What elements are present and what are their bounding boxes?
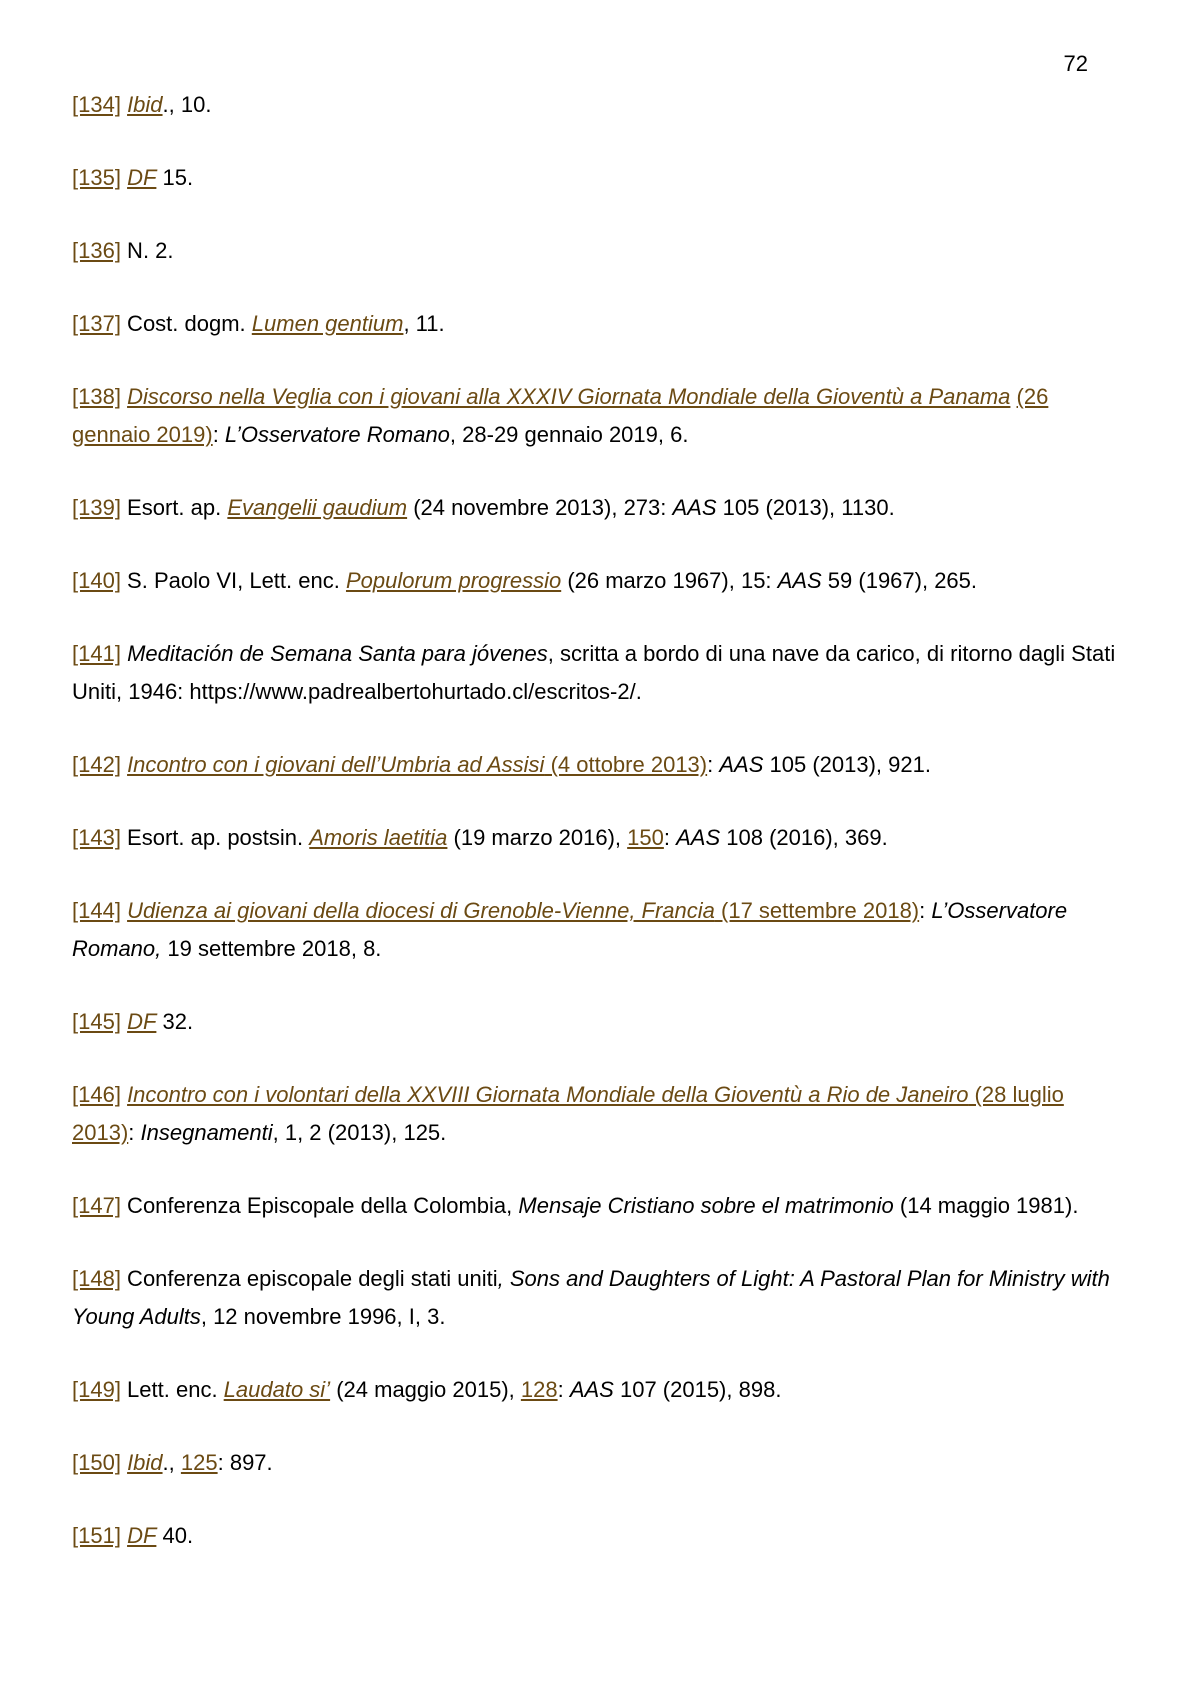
footnote [72, 562, 1117, 600]
footnote-text: Mensaje Cristiano sobre el matrimonio [518, 1193, 894, 1218]
footnote-text: 107 (2015), 898. [613, 1377, 782, 1402]
footnote [72, 1187, 1117, 1225]
footnote [72, 86, 1117, 124]
footnote-link[interactable]: Lumen gentium [251, 311, 404, 336]
footnote [72, 378, 1117, 454]
footnote-text: (24 novembre 2013), 273: [407, 495, 673, 520]
footnote-text: , 1, 2 (2013), 125. [272, 1120, 447, 1145]
footnote-text: ., 10. [162, 92, 212, 117]
footnote-text: (19 marzo 2016), [447, 825, 628, 850]
footnote-ref-link[interactable]: [135] [72, 165, 121, 190]
footnote [72, 635, 1117, 711]
footnote-text: 15. [156, 165, 194, 190]
footnote-text: 59 (1967), 265. [821, 568, 978, 593]
footnote-link[interactable]: Populorum progressio [345, 568, 562, 593]
footnote-text: : [919, 898, 932, 923]
footnote-ref-link[interactable]: [137] [72, 311, 121, 336]
footnote-link[interactable]: Incontro con i giovani dell’Umbria ad Assisi [127, 752, 545, 777]
footnote-text: Conferenza Episcopale della Colombia, [120, 1193, 519, 1218]
footnote-link[interactable]: (4 ottobre 2013) [544, 752, 708, 777]
footnote-text: : [707, 752, 720, 777]
footnote-link[interactable]: 150 [627, 825, 664, 850]
footnote-text: 108 (2016), 369. [720, 825, 888, 850]
footnote-text: : [557, 1377, 570, 1402]
footnote-text: AAS [672, 495, 717, 520]
footnote-text: Meditación de Semana Santa para jóvenes [127, 641, 548, 666]
footnote-ref-link[interactable]: [140] [72, 568, 121, 593]
footnote-text: L’Osservatore Romano [224, 422, 450, 447]
footnote-text: 40. [156, 1523, 194, 1548]
footnote [72, 232, 1117, 270]
footnote [72, 746, 1117, 784]
footnote-text: Cost. dogm. [120, 311, 252, 336]
footnote-text: 32. [156, 1009, 194, 1034]
footnote-ref-link[interactable]: [143] [72, 825, 121, 850]
footnote-text: , scritta a bordo di una nave da carico, di ritorno dagli Stati Uniti, 1946: https://www.padrealbertohurtado.cl/escritos-2/. [72, 641, 1116, 704]
footnote-ref-link[interactable]: [149] [72, 1377, 121, 1402]
footnote-ref-link[interactable]: [150] [72, 1450, 121, 1475]
footnote-ref-link[interactable]: [148] [72, 1266, 121, 1291]
footnote-link[interactable]: (17 settembre 2018) [714, 898, 920, 923]
footnote-text: Lett. enc. [120, 1377, 224, 1402]
footnote-link[interactable]: (28 luglio 2013) [72, 1082, 1064, 1145]
footnote-text: (14 maggio 1981). [893, 1193, 1079, 1218]
footnote-link[interactable]: Ibid [127, 1450, 163, 1475]
footnote-link[interactable]: Ibid [127, 92, 163, 117]
footnote [72, 305, 1117, 343]
footnote-text: 19 settembre 2018, 8. [161, 936, 382, 961]
footnote-ref-link[interactable]: [151] [72, 1523, 121, 1548]
footnote-link[interactable]: Discorso nella Veglia con i giovani alla XXXIV Giornata Mondiale della Gioventù a Panama [127, 384, 1011, 409]
footnote-link[interactable]: DF [127, 1009, 157, 1034]
footnote-ref-link[interactable]: [144] [72, 898, 121, 923]
footnote [72, 1260, 1117, 1336]
footnote [72, 489, 1117, 527]
footnote-text: : [663, 825, 677, 850]
footnote-link[interactable]: DF [127, 1523, 157, 1548]
footnote-ref-link[interactable]: [138] [72, 384, 121, 409]
footnote-link[interactable]: 128 [520, 1377, 558, 1402]
footnote-text: 105 (2013), 1130. [716, 495, 895, 520]
footnote-text: L’Osservatore Romano, [72, 898, 1068, 961]
footnote-text: Esort. ap. postsin. [120, 825, 310, 850]
footnote [72, 1003, 1117, 1041]
footnote-ref-link[interactable]: [145] [72, 1009, 121, 1034]
footnote-link[interactable]: Incontro con i volontari della XXVIII Giornata Mondiale della Gioventù a Rio de Janeiro [127, 1082, 969, 1107]
footnote-text: 105 (2013), 921. [763, 752, 931, 777]
footnote [72, 892, 1117, 968]
footnotes-list [72, 86, 1117, 1590]
footnote-text: S. Paolo VI, Lett. enc. [120, 568, 346, 593]
footnote-ref-link[interactable]: [147] [72, 1193, 121, 1218]
footnote-text: Conferenza episcopale degli stati uniti [120, 1266, 498, 1291]
footnote-text: (26 marzo 1967), 15: [561, 568, 778, 593]
footnote-text: AAS [777, 568, 822, 593]
footnote-ref-link[interactable]: [134] [72, 92, 121, 117]
footnote [72, 819, 1117, 857]
footnote-link[interactable]: DF [127, 165, 157, 190]
footnote-ref-link[interactable]: [139] [72, 495, 121, 520]
footnote [72, 159, 1117, 197]
footnote-text: : [212, 422, 225, 447]
footnote-text: , 12 novembre 1996, I, 3. [200, 1304, 446, 1329]
footnote-text: Insegnamenti [140, 1120, 273, 1145]
footnote [72, 1371, 1117, 1409]
footnote-link[interactable]: (26 gennaio 2019) [72, 384, 1049, 447]
footnote-ref-link[interactable]: [146] [72, 1082, 121, 1107]
footnote-text: (24 maggio 2015), [330, 1377, 521, 1402]
footnote-ref-link[interactable]: [136] [72, 238, 121, 263]
footnote-text: AAS [569, 1377, 614, 1402]
footnote-link[interactable]: Evangelii gaudium [227, 495, 408, 520]
footnote [72, 1517, 1117, 1555]
footnote [72, 1444, 1117, 1482]
footnote-text: : 897. [217, 1450, 273, 1475]
footnote-text: : [128, 1120, 141, 1145]
footnote-text: ., [162, 1450, 181, 1475]
footnote-link[interactable]: Udienza ai giovani della diocesi di Grenoble-Vienne, Francia [127, 898, 715, 923]
footnote-link[interactable]: 125 [180, 1450, 218, 1475]
footnote-text: Esort. ap. [120, 495, 228, 520]
footnote-text: AAS [719, 752, 764, 777]
footnote-text: , Sons and Daughters of Light: A Pastoral Plan for Ministry with Young Adults [72, 1266, 1110, 1329]
footnote-ref-link[interactable]: [141] [72, 641, 121, 666]
footnote-link[interactable]: Laudato si’ [223, 1377, 331, 1402]
footnote-text: N. 2. [120, 238, 174, 263]
footnote-text: , 28-29 gennaio 2019, 6. [449, 422, 689, 447]
footnote-text: AAS [676, 825, 721, 850]
page-number: 72 [1063, 51, 1088, 76]
footnote [72, 1076, 1117, 1152]
footnote-link[interactable]: Amoris laetitia [309, 825, 448, 850]
footnote-text: , 11. [403, 311, 445, 336]
footnote-ref-link[interactable]: [142] [72, 752, 121, 777]
